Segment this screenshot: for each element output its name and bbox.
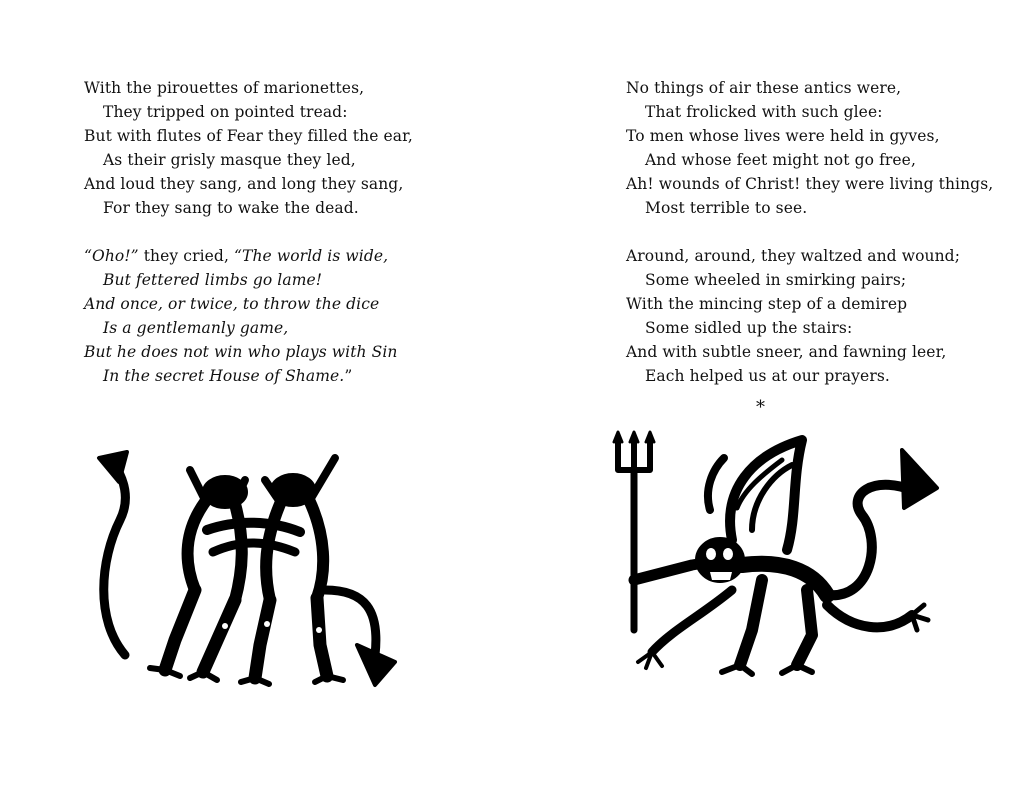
ornament-asterisk: * — [756, 397, 765, 418]
verse-line: That frolicked with such glee: — [645, 103, 883, 121]
verse-line: As their grisly masque they led, — [103, 151, 356, 169]
verse-line: And whose feet might not go free, — [645, 151, 916, 169]
right-stanza-1 — [626, 76, 993, 220]
verse-line: But with flutes of Fear they filled the ear, — [84, 127, 413, 145]
verse-fragment: “Oho!” — [84, 247, 139, 265]
verse-line: Around, around, they waltzed and wound; — [626, 247, 961, 265]
verse-line: With the mincing step of a demirep — [626, 295, 908, 313]
trident-devil-woodcut-icon — [612, 430, 942, 685]
verse-line — [84, 244, 398, 268]
left-stanza-1 — [84, 76, 413, 220]
dancing-devils-woodcut-icon — [95, 440, 410, 690]
verse-fragment: In the secret House of Shame. — [103, 367, 345, 385]
right-stanza-2 — [626, 244, 960, 388]
verse-fragment: they cried, — [138, 247, 234, 265]
verse-line: But he does not win who plays with Sin — [84, 343, 398, 361]
verse-line: Ah! wounds of Christ! they were living things, — [626, 175, 994, 193]
verse-line: For they sang to wake the dead. — [103, 199, 359, 217]
verse-line: They tripped on pointed tread: — [103, 103, 348, 121]
verse-line: Most terrible to see. — [645, 199, 808, 217]
verse-line: No things of air these antics were, — [626, 79, 902, 97]
verse-line: And loud they sang, and long they sang, — [84, 175, 404, 193]
verse-line: Each helped us at our prayers. — [645, 367, 890, 385]
verse-line: Is a gentlemanly game, — [103, 319, 289, 337]
verse-line: And once, or twice, to throw the dice — [84, 295, 380, 313]
right-page — [512, 0, 1024, 796]
verse-line: And with subtle sneer, and fawning leer, — [626, 343, 947, 361]
verse-line: But fettered limbs go lame! — [103, 271, 323, 289]
verse-line: To men whose lives were held in gyves, — [626, 127, 940, 145]
verse-fragment: ” — [344, 367, 353, 385]
verse-fragment: “The world is wide, — [234, 247, 389, 265]
verse-line: With the pirouettes of marionettes, — [84, 79, 365, 97]
verse-line: Some wheeled in smirking pairs; — [645, 271, 907, 289]
verse-line — [84, 364, 398, 388]
left-stanza-2 — [84, 244, 398, 388]
verse-line: Some sidled up the stairs: — [645, 319, 853, 337]
